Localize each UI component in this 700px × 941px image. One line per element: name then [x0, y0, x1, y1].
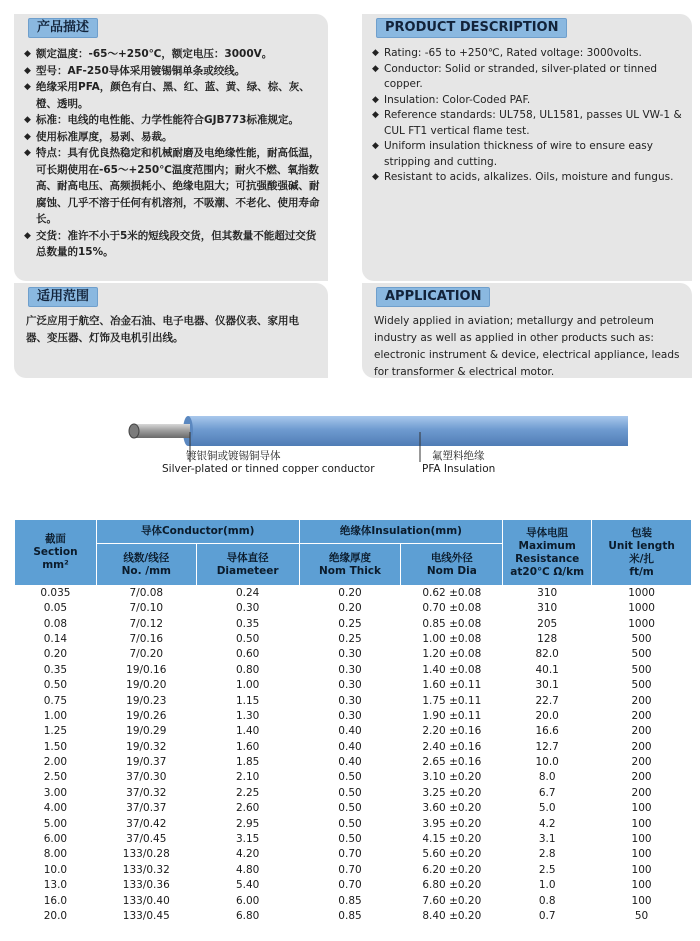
section-cell: 13.0	[15, 878, 97, 893]
no-header	[96, 544, 196, 586]
table-row	[15, 647, 692, 662]
section-cell: 10.0	[15, 863, 97, 878]
outer-dia-header-en: Nom Dia	[426, 564, 477, 577]
strand-cell: 133/0.28	[96, 847, 196, 862]
thick-header-en: Nom Thick	[318, 564, 382, 577]
resistance-cell: 12.7	[503, 740, 592, 755]
description-bullet: ◆ 绝缘采用PFA，颜色有白、黑、红、蓝、黄、绿、棕、灰、橙、透明。	[24, 79, 320, 112]
resistance-cell: 128	[503, 632, 592, 647]
resistance-header-unit: at20℃ Ω/km	[510, 565, 585, 578]
strand-cell: 133/0.40	[96, 893, 196, 908]
resistance-cell: 2.5	[503, 863, 592, 878]
resistance-header-en1: Maximum	[518, 539, 576, 552]
resistance-header	[503, 520, 592, 586]
table-row	[15, 632, 692, 647]
strand-cell: 19/0.32	[96, 740, 196, 755]
resistance-cell: 310	[503, 586, 592, 602]
resistance-cell: 3.1	[503, 832, 592, 847]
insulation-thick-cell: 0.25	[299, 616, 401, 631]
insulation-thick-cell: 0.25	[299, 632, 401, 647]
outer-dia-cell: 7.60 ±0.20	[401, 893, 503, 908]
strand-cell: 37/0.32	[96, 786, 196, 801]
insulation-thick-cell: 0.20	[299, 586, 401, 602]
unit-length-cell: 100	[592, 847, 692, 862]
strand-cell: 37/0.45	[96, 832, 196, 847]
section-cell: 4.00	[15, 801, 97, 816]
outer-dia-header-cn: 电线外径	[430, 551, 473, 564]
strand-cell: 7/0.12	[96, 616, 196, 631]
insulation-thick-cell: 0.50	[299, 832, 401, 847]
section-header	[15, 520, 97, 586]
description-bullet: ◆ 交货：准许不小于5米的短线段交货，但其数量不能超过交货总数量的15%。	[24, 228, 320, 261]
section-cell: 16.0	[15, 893, 97, 908]
unit-length-cell: 500	[592, 632, 692, 647]
specification-table-body	[15, 586, 692, 925]
conductor-dia-cell: 6.00	[196, 893, 299, 908]
strand-cell: 37/0.37	[96, 801, 196, 816]
unit-length-cell: 500	[592, 663, 692, 678]
outer-dia-cell: 6.20 ±0.20	[401, 863, 503, 878]
application-en-title: APPLICATION	[376, 287, 490, 307]
insulation-thick-cell: 0.70	[299, 878, 401, 893]
table-row	[15, 724, 692, 739]
strand-cell: 19/0.37	[96, 755, 196, 770]
resistance-cell: 0.7	[503, 909, 592, 924]
product-description-cn-title: 产品描述	[28, 18, 98, 38]
strand-cell: 133/0.32	[96, 863, 196, 878]
unit-length-cell: 200	[592, 755, 692, 770]
insulation-thick-cell: 0.30	[299, 663, 401, 678]
resistance-cell: 5.0	[503, 801, 592, 816]
insulation-thick-cell: 0.50	[299, 770, 401, 785]
conductor-dia-cell: 5.40	[196, 878, 299, 893]
conductor-dia-cell: 1.85	[196, 755, 299, 770]
diameter-header	[196, 544, 299, 586]
outer-dia-cell: 1.60 ±0.11	[401, 678, 503, 693]
section-cell: 1.50	[15, 740, 97, 755]
description-bullet: ◆ Resistant to acids, alkalizes. Oils, moisture and fungus.	[372, 170, 684, 186]
resistance-cell: 30.1	[503, 678, 592, 693]
section-cell: 5.00	[15, 816, 97, 831]
unit-length-cell: 100	[592, 863, 692, 878]
section-cell: 6.00	[15, 832, 97, 847]
section-header-unit: mm²	[42, 559, 69, 571]
no-header-cn: 线数/线径	[123, 551, 170, 564]
outer-dia-cell: 0.70 ±0.08	[401, 601, 503, 616]
table-row	[15, 863, 692, 878]
outer-dia-cell: 1.00 ±0.08	[401, 632, 503, 647]
table-row	[15, 847, 692, 862]
description-bullet: ◆ 使用标准厚度，易剥、易裁。	[24, 129, 320, 146]
outer-dia-cell: 2.20 ±0.16	[401, 724, 503, 739]
resistance-cell: 16.6	[503, 724, 592, 739]
outer-dia-header	[401, 544, 503, 586]
section-cell: 0.50	[15, 678, 97, 693]
unit-length-cell: 100	[592, 893, 692, 908]
pack-header-en: Unit length	[608, 539, 675, 552]
description-bullet: ◆ 标准：电线的电性能、力学性能符合GJB773标准规定。	[24, 112, 320, 129]
conductor-dia-cell: 2.95	[196, 816, 299, 831]
specification-table	[14, 519, 692, 924]
unit-length-cell: 500	[592, 647, 692, 662]
conductor-dia-cell: 0.35	[196, 616, 299, 631]
description-bullet: ◆ Reference standards: UL758, UL1581, passes UL VW-1 & CUL FT1 vertical flame test.	[372, 108, 684, 139]
strand-cell: 19/0.26	[96, 709, 196, 724]
table-row	[15, 586, 692, 602]
unit-length-cell: 200	[592, 724, 692, 739]
outer-dia-cell: 3.25 ±0.20	[401, 786, 503, 801]
insulation-thick-cell: 0.30	[299, 709, 401, 724]
strand-cell: 19/0.29	[96, 724, 196, 739]
strand-cell: 19/0.23	[96, 693, 196, 708]
section-cell: 20.0	[15, 909, 97, 924]
table-row	[15, 601, 692, 616]
conductor-dia-cell: 0.60	[196, 647, 299, 662]
unit-length-cell: 50	[592, 909, 692, 924]
description-bullet: ◆ 特点：具有优良热稳定和机械耐磨及电绝缘性能，耐高低温，可长期使用在-65～+250℃温度范围内；耐火不燃、氧指数高、耐高电压、高频损耗小、绝缘电阻大；可抗强酸强碱、耐腐蚀、几乎不溶于任何有机溶剂，不吸潮、不老化、使用寿命长。	[24, 145, 320, 228]
table-row	[15, 909, 692, 924]
unit-length-cell: 1000	[592, 601, 692, 616]
section-cell: 2.00	[15, 755, 97, 770]
resistance-cell: 22.7	[503, 693, 592, 708]
insulation-thick-cell: 0.40	[299, 755, 401, 770]
unit-length-cell: 100	[592, 801, 692, 816]
insulation-label-cn: 氟塑料绝缘	[432, 450, 485, 462]
conductor-dia-cell: 1.15	[196, 693, 299, 708]
strand-cell: 133/0.45	[96, 909, 196, 924]
resistance-cell: 82.0	[503, 647, 592, 662]
description-bullet: ◆ 型号：AF-250导体采用镀锡铜单条或绞线。	[24, 63, 320, 80]
table-row	[15, 770, 692, 785]
outer-dia-cell: 8.40 ±0.20	[401, 909, 503, 924]
outer-dia-cell: 3.60 ±0.20	[401, 801, 503, 816]
conductor-dia-cell: 1.40	[196, 724, 299, 739]
conductor-dia-cell: 4.80	[196, 863, 299, 878]
unit-length-cell: 100	[592, 878, 692, 893]
insulation-thick-cell: 0.30	[299, 678, 401, 693]
insulation-thick-cell: 0.30	[299, 693, 401, 708]
resistance-cell: 2.8	[503, 847, 592, 862]
section-cell: 1.25	[15, 724, 97, 739]
insulation-thick-cell: 0.70	[299, 847, 401, 862]
unit-length-cell: 200	[592, 740, 692, 755]
strand-cell: 133/0.36	[96, 878, 196, 893]
insulation-thick-cell: 0.70	[299, 863, 401, 878]
resistance-cell: 310	[503, 601, 592, 616]
section-cell: 8.00	[15, 847, 97, 862]
insulation-thick-cell: 0.50	[299, 801, 401, 816]
conductor-dia-cell: 0.24	[196, 586, 299, 602]
resistance-cell: 6.7	[503, 786, 592, 801]
description-bullet: ◆ Uniform insulation thickness of wire to ensure easy stripping and cutting.	[372, 139, 684, 170]
resistance-header-en2: Resistance	[515, 552, 580, 565]
strand-cell: 19/0.20	[96, 678, 196, 693]
application-cn-text: 广泛应用于航空、冶金石油、电子电器、仪器仪表、家用电器、变压器、灯饰及电机引出线。	[26, 315, 299, 344]
conductor-dia-cell: 1.60	[196, 740, 299, 755]
conductor-dia-cell: 1.30	[196, 709, 299, 724]
conductor-dia-cell: 3.15	[196, 832, 299, 847]
strand-cell: 37/0.30	[96, 770, 196, 785]
outer-dia-cell: 1.90 ±0.11	[401, 709, 503, 724]
conductor-dia-cell: 2.10	[196, 770, 299, 785]
strand-cell: 37/0.42	[96, 816, 196, 831]
application-en-text: Widely applied in aviation; metallurgy and petroleum industry as well as applied in other products such as: electronic instrument & device, electrical appliance, leads for transformer & electrical motor.	[374, 315, 680, 378]
conductor-label-cn: 镀银铜或镀锡铜导体	[186, 450, 281, 462]
section-cell: 0.08	[15, 616, 97, 631]
resistance-cell: 8.0	[503, 770, 592, 785]
insulation-thick-cell: 0.85	[299, 909, 401, 924]
outer-dia-cell: 2.65 ±0.16	[401, 755, 503, 770]
table-row	[15, 709, 692, 724]
insulation-thick-cell: 0.40	[299, 724, 401, 739]
resistance-cell: 205	[503, 616, 592, 631]
unit-length-cell: 500	[592, 678, 692, 693]
unit-length-cell: 200	[592, 786, 692, 801]
strand-cell: 7/0.10	[96, 601, 196, 616]
outer-dia-cell: 3.10 ±0.20	[401, 770, 503, 785]
insulation-header: 绝缘体Insulation(mm)	[299, 520, 503, 544]
pack-header-unit-cn: 米/扎	[629, 552, 654, 565]
table-row	[15, 786, 692, 801]
conductor-dia-cell: 0.30	[196, 601, 299, 616]
table-row	[15, 616, 692, 631]
section-cell: 3.00	[15, 786, 97, 801]
strand-cell: 7/0.08	[96, 586, 196, 602]
strand-cell: 7/0.16	[96, 632, 196, 647]
unit-length-cell: 200	[592, 693, 692, 708]
table-row	[15, 816, 692, 831]
unit-length-cell: 1000	[592, 616, 692, 631]
insulation-thick-cell: 0.50	[299, 786, 401, 801]
unit-length-cell: 200	[592, 770, 692, 785]
outer-dia-cell: 4.15 ±0.20	[401, 832, 503, 847]
pack-header	[592, 520, 692, 586]
unit-length-cell: 100	[592, 816, 692, 831]
conductor-dia-cell: 0.50	[196, 632, 299, 647]
strand-cell: 19/0.16	[96, 663, 196, 678]
no-header-en: No. /mm	[121, 564, 171, 577]
conductor-header: 导体Conductor(mm)	[96, 520, 299, 544]
diameter-header-en: Diameteer	[216, 564, 279, 577]
conductor-dia-cell: 2.25	[196, 786, 299, 801]
product-description-en-title: PRODUCT DESCRIPTION	[376, 18, 567, 38]
strand-cell: 7/0.20	[96, 647, 196, 662]
outer-dia-cell: 1.20 ±0.08	[401, 647, 503, 662]
table-row	[15, 801, 692, 816]
insulation-thick-cell: 0.20	[299, 601, 401, 616]
section-header-cn: 截面	[44, 533, 66, 545]
table-row	[15, 893, 692, 908]
unit-length-cell: 200	[592, 709, 692, 724]
conductor-dia-cell: 0.80	[196, 663, 299, 678]
outer-dia-cell: 6.80 ±0.20	[401, 878, 503, 893]
unit-length-cell: 100	[592, 832, 692, 847]
section-cell: 0.75	[15, 693, 97, 708]
unit-length-cell: 1000	[592, 586, 692, 602]
insulation-thick-cell: 0.85	[299, 893, 401, 908]
section-cell: 0.05	[15, 601, 97, 616]
section-cell: 0.14	[15, 632, 97, 647]
thick-header-cn: 绝缘厚度	[328, 551, 371, 564]
conductor-dia-cell: 6.80	[196, 909, 299, 924]
section-header-en: Section	[33, 546, 78, 558]
insulation-thick-cell: 0.30	[299, 647, 401, 662]
table-row	[15, 878, 692, 893]
table-row	[15, 832, 692, 847]
outer-dia-cell: 1.75 ±0.11	[401, 693, 503, 708]
section-cell: 2.50	[15, 770, 97, 785]
outer-dia-cell: 2.40 ±0.16	[401, 740, 503, 755]
resistance-cell: 20.0	[503, 709, 592, 724]
outer-dia-cell: 5.60 ±0.20	[401, 847, 503, 862]
pack-header-unit-en: ft/m	[629, 565, 654, 578]
diameter-header-cn: 导体直径	[226, 551, 269, 564]
section-cell: 1.00	[15, 709, 97, 724]
outer-dia-cell: 1.40 ±0.08	[401, 663, 503, 678]
conductor-dia-cell: 1.00	[196, 678, 299, 693]
conductor-label-en: Silver-plated or tinned copper conductor	[162, 463, 375, 475]
section-cell: 0.20	[15, 647, 97, 662]
insulation-thick-cell: 0.50	[299, 816, 401, 831]
conductor-dia-cell: 2.60	[196, 801, 299, 816]
table-row	[15, 663, 692, 678]
thick-header	[299, 544, 401, 586]
resistance-cell: 40.1	[503, 663, 592, 678]
pack-header-cn: 包装	[631, 526, 653, 539]
resistance-cell: 0.8	[503, 893, 592, 908]
section-cell: 0.035	[15, 586, 97, 602]
description-bullet: ◆ Conductor: Solid or stranded, silver-plated or tinned copper.	[372, 62, 684, 93]
insulation-thick-cell: 0.40	[299, 740, 401, 755]
outer-dia-cell: 0.62 ±0.08	[401, 586, 503, 602]
outer-dia-cell: 0.85 ±0.08	[401, 616, 503, 631]
resistance-cell: 1.0	[503, 878, 592, 893]
conductor-dia-cell: 4.20	[196, 847, 299, 862]
description-bullet: ◆ Insulation: Color-Coded PAF.	[372, 93, 684, 109]
resistance-cell: 4.2	[503, 816, 592, 831]
table-row	[15, 693, 692, 708]
section-cell: 0.35	[15, 663, 97, 678]
insulation-label-en: PFA Insulation	[422, 463, 496, 475]
table-row	[15, 678, 692, 693]
description-bullet: ◆ 额定温度：-65～+250℃，额定电压：3000V。	[24, 46, 320, 63]
outer-dia-cell: 3.95 ±0.20	[401, 816, 503, 831]
table-row	[15, 755, 692, 770]
application-cn-title: 适用范围	[28, 287, 98, 307]
resistance-header-cn: 导体电阻	[526, 526, 569, 539]
table-row	[15, 740, 692, 755]
description-bullet: ◆ Rating: -65 to +250℃, Rated voltage: 3000volts.	[372, 46, 684, 62]
resistance-cell: 10.0	[503, 755, 592, 770]
